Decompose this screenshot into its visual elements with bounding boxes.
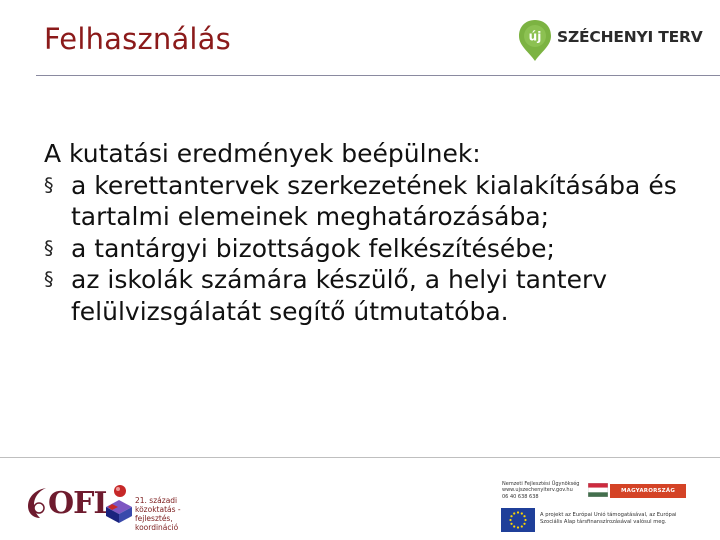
map-pin-icon	[517, 18, 553, 62]
list-item	[44, 264, 704, 327]
eu-funding-note: A projekt az Európai Unió támogatásával, az Európai Szociális Alap társfinanszírozásával valósul meg.	[540, 512, 677, 525]
slide-body	[44, 138, 704, 327]
section-sign-bullet: §	[44, 268, 54, 290]
hungarian-flag-icon	[588, 483, 608, 497]
ofi-emblem-icon	[26, 486, 48, 520]
ofi-logo: OFI	[48, 486, 107, 521]
list-item-text: a tantárgyi bizottságok felkészítésébe;	[71, 233, 555, 263]
agency-website: www.ujszechenyiterv.gov.hu	[502, 487, 573, 494]
list-item	[44, 233, 704, 265]
cube-logo-icon	[104, 484, 134, 524]
list-item-text: az iskolák számára készülő, a helyi tanterv felülvizsgálatát segítő útmutatóba.	[71, 265, 608, 326]
list-item-text: a kerettantervek szerkezetének kialakításába és tartalmi elemeinek meghatározásába;	[71, 170, 677, 231]
szechenyi-terv-logo	[517, 18, 703, 64]
slide-title: Felhasználás	[44, 22, 231, 56]
title-divider	[36, 75, 720, 76]
eu-flag-icon	[501, 508, 535, 532]
logo-wordmark: SZÉCHENYI TERV	[557, 28, 703, 46]
logo-badge-text: új	[528, 29, 542, 44]
agency-name: Nemzeti Fejlesztési Ügynökség	[502, 481, 580, 487]
project-logo-text: 21. századi közoktatás - fejlesztés, koordináció	[135, 496, 181, 532]
footer-divider	[0, 457, 720, 458]
lead-text: A kutatási eredmények beépülnek:	[44, 139, 481, 168]
magyarorszag-megujul-badge: MAGYARORSZÁG MEGÚJUL	[610, 484, 686, 498]
list-item	[44, 170, 704, 233]
agency-phone: 06 40 638 638	[502, 493, 539, 500]
bullet-list	[44, 170, 704, 328]
section-sign-bullet: §	[44, 173, 54, 196]
hotline-info	[502, 481, 588, 500]
section-sign-bullet: §	[44, 236, 54, 259]
